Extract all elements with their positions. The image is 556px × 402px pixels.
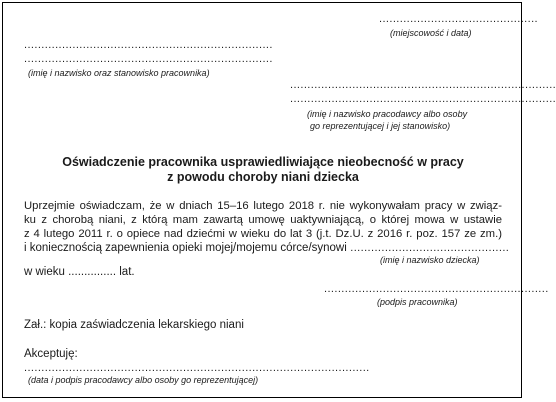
document-body	[24, 199, 502, 241]
employee-signature-line: .................................................................	[324, 283, 549, 295]
employer-caption-1: (imię i nazwisko pracodawcy albo osoby	[307, 109, 468, 119]
document-title-1: Oświadczenie pracownika usprawiedliwiające nieobecność w pracy	[62, 155, 464, 169]
body-line-2: ku z chorobą niani, z którą mam zawartą umowę uaktywniającą, o której mowa w ustawie	[24, 214, 502, 226]
place-date-line: ..............................................	[379, 13, 538, 25]
employee-line-1: ........................................................................	[24, 39, 273, 51]
employer-caption-2: go reprezentującej i jej stanowisko)	[310, 121, 451, 131]
body-line-1: Uprzejmie oświadczam, że w dniach 15–16 lutego 2018 r. nie wykonywałam pracy w związ-	[24, 200, 502, 212]
body-line-4: i koniecznością zapewnienia opieki mojej/mojemu córce/synowi ..............................................	[24, 242, 510, 254]
age-prefix: w wieku	[24, 266, 65, 278]
document-title-2: z powodu choroby niani dziecka	[167, 170, 359, 184]
attachment-note: Zał.: kopia zaświadczenia lekarskiego niani	[24, 319, 244, 331]
employer-signature-line: ....................................................................................................	[24, 362, 370, 374]
place-date-caption: (miejscowość i data)	[390, 28, 472, 38]
employee-caption: (imię i nazwisko oraz stanowisko pracownika)	[28, 68, 210, 78]
age-suffix: lat.	[119, 266, 135, 278]
child-caption: (imię i nazwisko dziecka)	[380, 255, 480, 265]
body-line-3: z 4 lutego 2011 r. o opiece nad dziećmi w wieku do lat 3 (j.t. Dz.U. z 2016 r. poz. 157 ze zm.)	[24, 228, 502, 240]
employee-signature-caption: (podpis pracownika)	[377, 297, 458, 307]
employer-signature-caption: (data i podpis pracodawcy albo osoby go reprezentującej)	[28, 375, 259, 385]
employer-line-2: .............................................................................	[290, 93, 556, 105]
age-dots: ...............	[68, 266, 117, 278]
age-line	[24, 265, 135, 279]
child-name-line: ..............................................	[346, 242, 510, 254]
employee-line-2: ........................................................................	[24, 53, 273, 65]
accept-label: Akceptuję:	[24, 348, 78, 360]
employer-line-1: .............................................................................	[290, 79, 556, 91]
